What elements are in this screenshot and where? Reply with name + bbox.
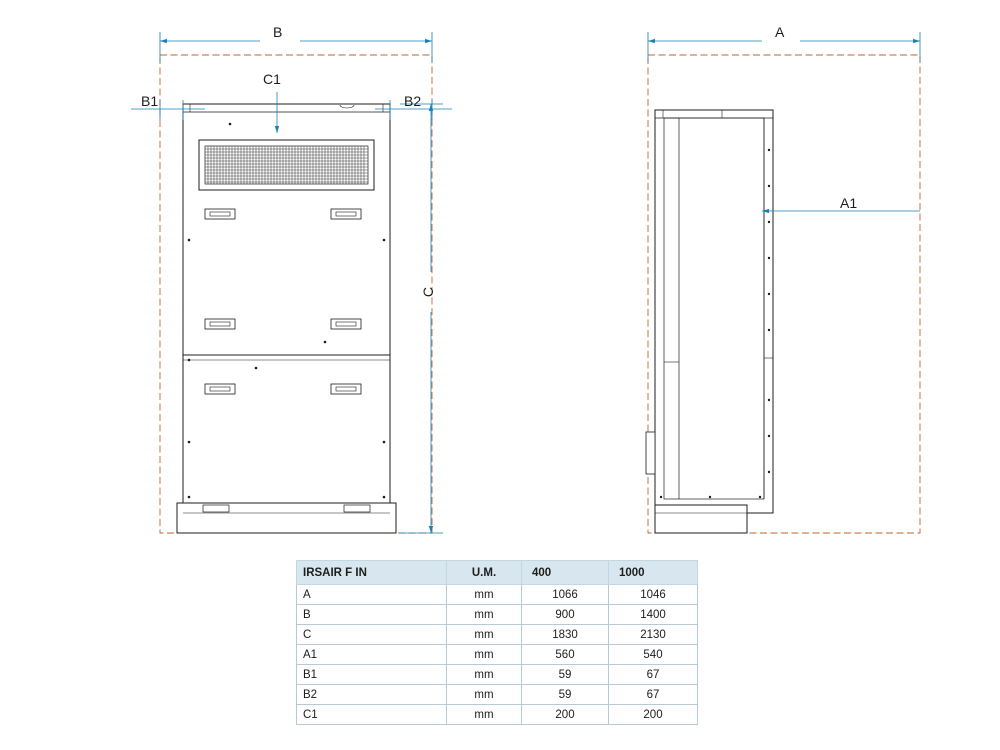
row-value-400: 560 <box>522 645 609 665</box>
row-value-400: 1066 <box>522 585 609 605</box>
table-row <box>297 685 698 705</box>
table-row <box>297 705 698 725</box>
header-um: U.M. <box>447 561 522 585</box>
dim-label-a1: A1 <box>840 195 858 211</box>
row-label: A1 <box>297 645 447 665</box>
row-um: mm <box>447 685 522 705</box>
table-body <box>297 585 698 725</box>
table-row <box>297 585 698 605</box>
row-value-1000: 540 <box>609 645 698 665</box>
row-um: mm <box>447 705 522 725</box>
row-um: mm <box>447 645 522 665</box>
dim-label-b2: B2 <box>404 93 422 109</box>
row-value-1000: 200 <box>609 705 698 725</box>
front-base-slot-left <box>203 505 229 512</box>
side-handle <box>646 432 655 474</box>
front-grille-inner <box>205 146 368 184</box>
table-row <box>297 625 698 645</box>
row-label: C1 <box>297 705 447 725</box>
header-model: IRSAIR F IN <box>297 561 447 585</box>
side-view-group <box>646 32 920 533</box>
row-value-400: 200 <box>522 705 609 725</box>
row-um: mm <box>447 665 522 685</box>
row-um: mm <box>447 605 522 625</box>
row-value-400: 1830 <box>522 625 609 645</box>
row-um: mm <box>447 585 522 605</box>
row-label: B <box>297 605 447 625</box>
row-value-1000: 1400 <box>609 605 698 625</box>
front-base-slot-right <box>344 505 370 512</box>
row-um: mm <box>447 625 522 645</box>
row-label: C <box>297 625 447 645</box>
row-value-1000: 2130 <box>609 625 698 645</box>
row-value-1000: 67 <box>609 685 698 705</box>
table-header-row <box>297 561 698 585</box>
table-row <box>297 665 698 685</box>
dim-label-c: C <box>420 286 436 298</box>
specification-table <box>296 560 698 725</box>
row-value-400: 900 <box>522 605 609 625</box>
table-row <box>297 605 698 625</box>
row-value-1000: 67 <box>609 665 698 685</box>
row-label: B1 <box>297 665 447 685</box>
dim-label-b1: B1 <box>141 93 159 109</box>
row-label: A <box>297 585 447 605</box>
row-label: B2 <box>297 685 447 705</box>
header-col-400: 400 <box>522 561 609 585</box>
dim-label-b: B <box>273 24 283 40</box>
dim-label-a: A <box>775 24 785 40</box>
table-row <box>297 645 698 665</box>
table-head <box>297 561 698 585</box>
row-value-400: 59 <box>522 665 609 685</box>
dim-label-c1: C1 <box>263 71 281 87</box>
side-base-plinth <box>655 505 747 533</box>
header-col-1000: 1000 <box>609 561 698 585</box>
row-value-400: 59 <box>522 685 609 705</box>
row-value-1000: 1046 <box>609 585 698 605</box>
